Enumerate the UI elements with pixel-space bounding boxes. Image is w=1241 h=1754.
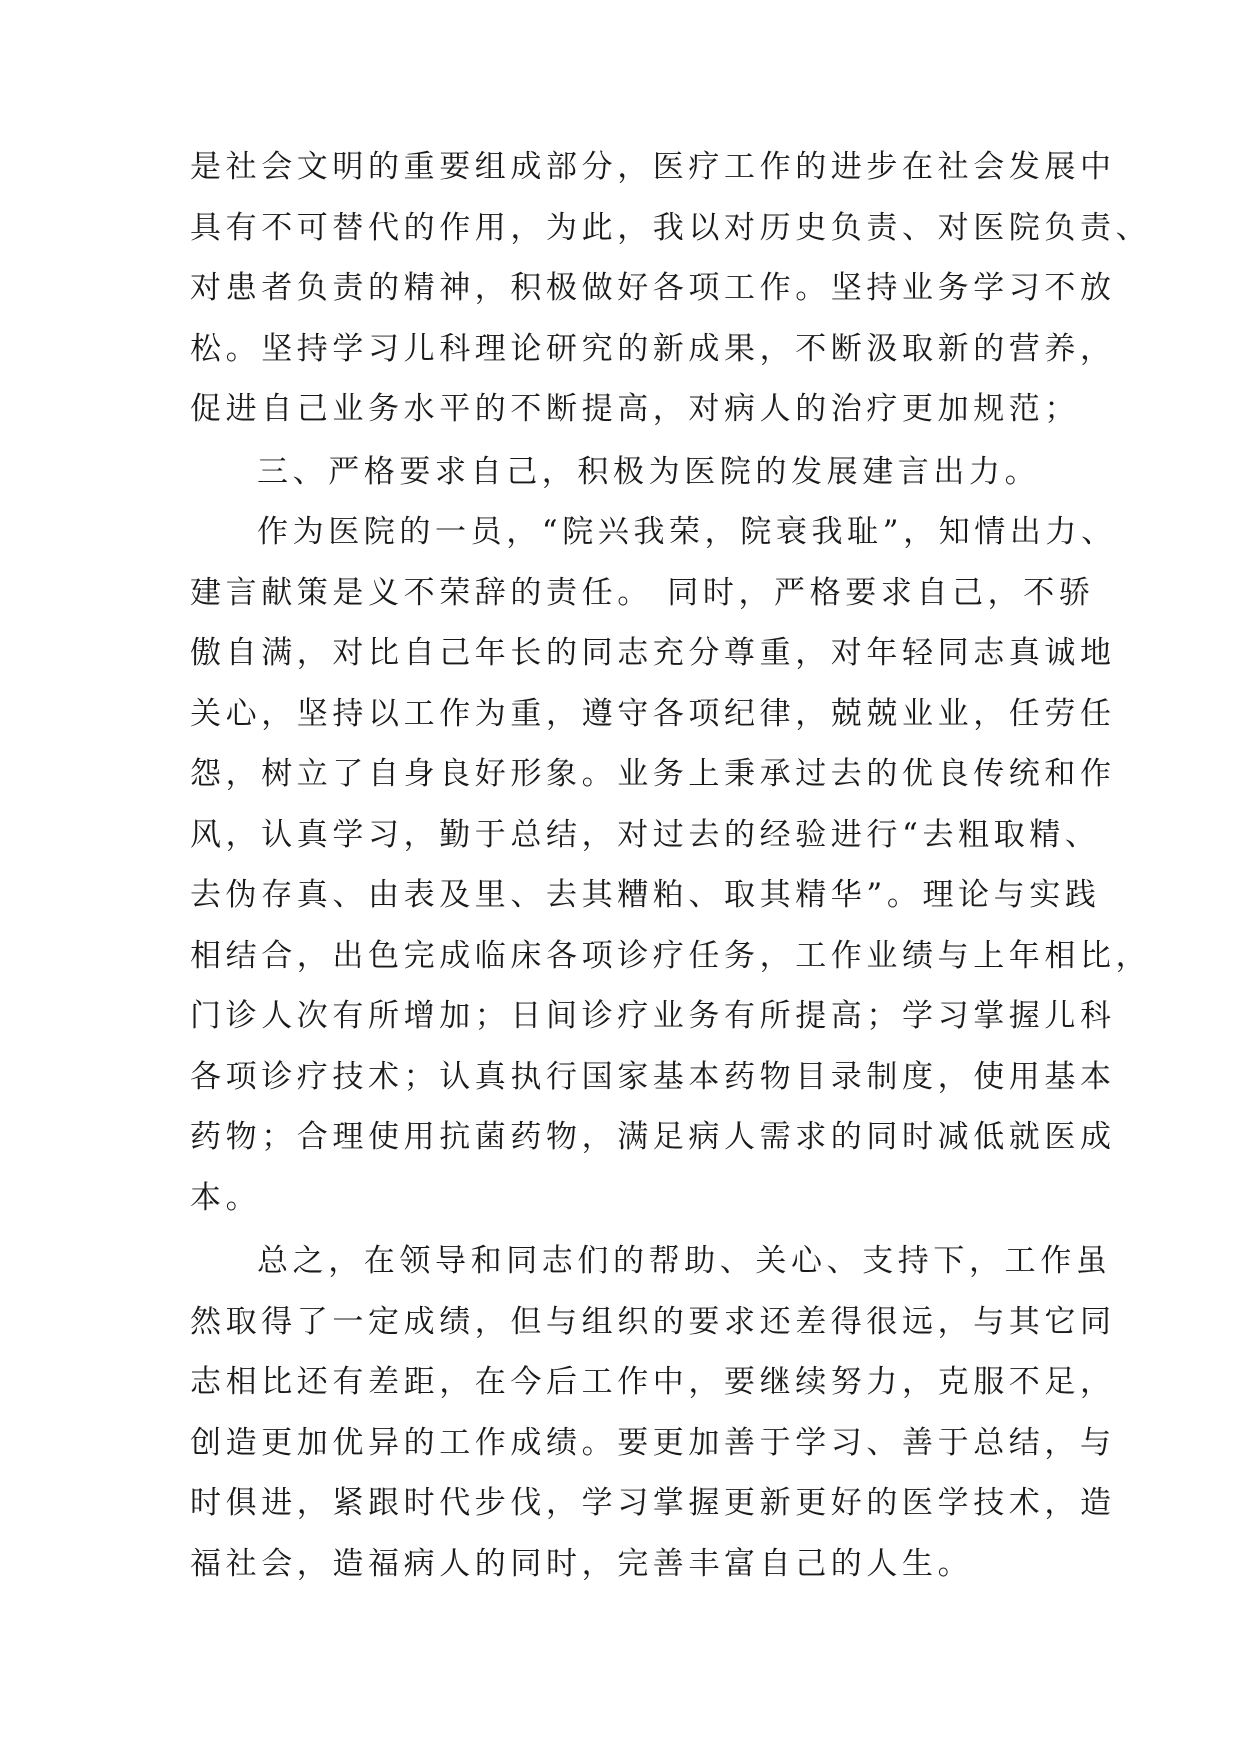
text-line: 然取得了一定成绩，但与组织的要求还差得很远，与其它同 [190, 1303, 1116, 1340]
text-line: 志相比还有差距，在今后工作中，要继续努力，克服不足， [190, 1364, 1116, 1400]
paragraph-continuation [190, 137, 1152, 440]
paragraph-conclusion [190, 1231, 1116, 1594]
text-line: 促进自己业务水平的不断提高，对病人的治疗更加规范； [190, 391, 1080, 427]
paragraph-hospital-member [190, 502, 1152, 1228]
text-line: 风，认真学习，勤于总结，对过去的经验进行“去粗取精、 [190, 816, 1101, 853]
text-line: 各项诊疗技术；认真执行国家基本药物目录制度，使用基本 [190, 1058, 1116, 1095]
section-heading [190, 442, 1070, 503]
text-line: 建言献策是义不荣辞的责任。 同时，严格要求自己，不骄 [190, 574, 1095, 611]
text-line: 对患者负责的精神，积极做好各项工作。坚持业务学习不放 [190, 270, 1116, 306]
text-line: 福社会，造福病人的同时，完善丰富自己的人生。 [190, 1545, 974, 1582]
text-line: 总之，在领导和同志们的帮助、关心、支持下，工作虽 [257, 1243, 1112, 1279]
text-line: 创造更加优异的工作成绩。要更加善于学习、善于总结，与 [190, 1424, 1116, 1461]
text-line: 松。坚持学习儿科理论研究的新成果，不断汲取新的营养， [190, 330, 1116, 367]
text-line: 药物；合理使用抗菌药物，满足病人需求的同时减低就医成 [190, 1119, 1116, 1155]
text-line: 门诊人次有所增加；日间诊疗业务有所提高；学习掌握儿科 [190, 998, 1116, 1034]
heading-line: 三、严格要求自己，积极为医院的发展建言出力。 [257, 454, 1041, 490]
text-line: 是社会文明的重要组成部分，医疗工作的进步在社会发展中 [190, 149, 1116, 185]
text-line: 相结合，出色完成临床各项诊疗任务，工作业绩与上年相比， [190, 937, 1152, 974]
text-line: 时俱进，紧跟时代步伐，学习掌握更新更好的医学技术，造 [190, 1485, 1116, 1521]
text-line: 本。 [190, 1179, 262, 1216]
text-line: 去伪存真、由表及里、去其糟粕、取其精华”。理论与实践 [190, 877, 1101, 913]
text-line: 傲自满，对比自己年长的同志充分尊重，对年轻同志真诚地 [190, 635, 1116, 671]
text-line: 怨，树立了自身良好形象。业务上秉承过去的优良传统和作 [190, 756, 1116, 792]
text-line: 具有不可替代的作用，为此，我以对历史负责、对医院负责、 [190, 209, 1152, 246]
text-line: 作为医院的一员，“院兴我荣，院衰我耻”，知情出力、 [257, 514, 1117, 550]
text-line: 关心，坚持以工作为重，遵守各项纪律，兢兢业业，任劳任 [190, 695, 1116, 732]
